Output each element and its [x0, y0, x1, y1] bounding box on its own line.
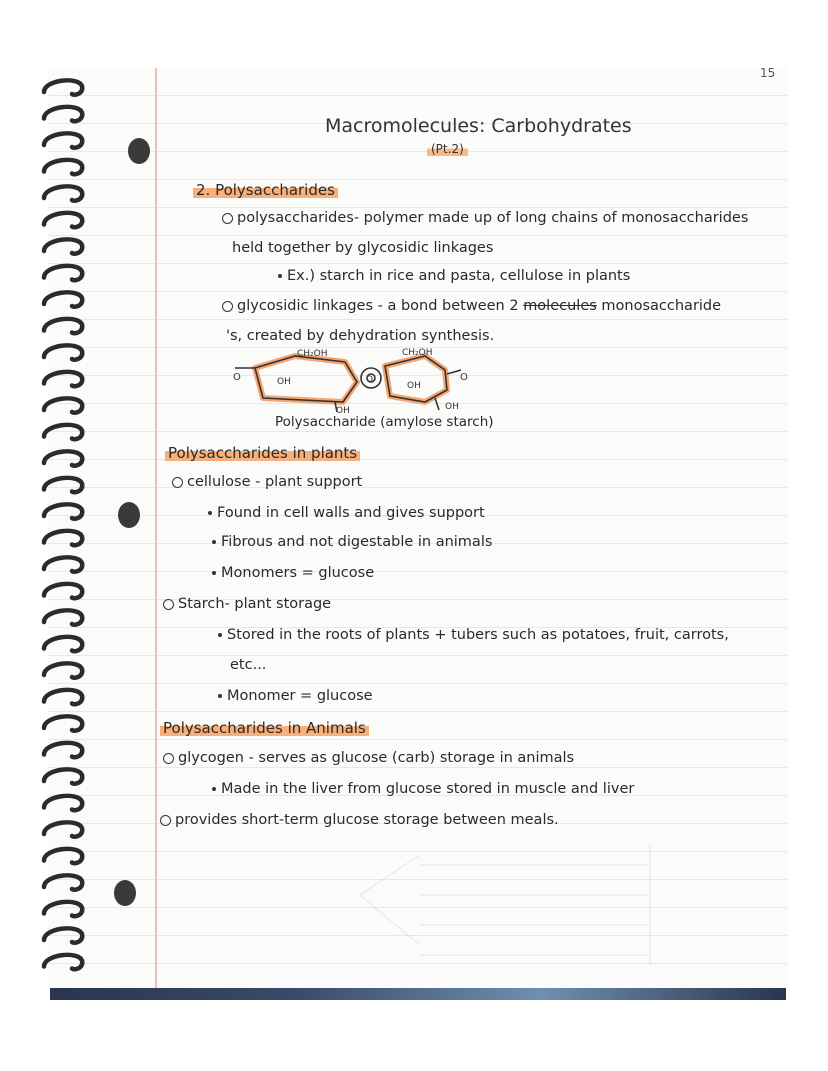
note-line: Monomers = glucose — [212, 565, 374, 581]
note-line: etc... — [230, 657, 267, 673]
bullet-icon — [222, 301, 233, 312]
spiral-coil — [44, 955, 82, 969]
diagram-caption: Polysaccharide (amylose starch) — [275, 414, 494, 430]
diagram-label: CH₂OH — [402, 348, 433, 358]
bullet-icon — [222, 213, 233, 224]
section-heading-polysaccharides: 2. Polysaccharides — [193, 181, 338, 199]
diagram-label: O — [366, 375, 374, 385]
section-heading-plants: Polysaccharides in plants — [165, 444, 360, 462]
spiral-coil — [44, 345, 82, 359]
spiral-coil — [44, 107, 82, 121]
bullet-icon — [163, 599, 174, 610]
diagram-label: O — [233, 372, 241, 383]
diagram-label: OH — [277, 377, 291, 387]
note-line: 's, created by dehydration synthesis. — [226, 328, 495, 344]
bleed-through-sketch — [320, 835, 720, 975]
spiral-coil — [44, 663, 82, 677]
spiral-coil — [44, 690, 82, 704]
amylose-diagram — [225, 340, 485, 420]
punch-hole — [114, 880, 136, 906]
bullet-dot-icon — [278, 274, 282, 278]
spiral-coil — [44, 504, 82, 518]
note-line: glycosidic linkages - a bond between 2 molecules monosaccharide — [222, 298, 721, 314]
spiral-coil — [44, 213, 82, 227]
spiral-coil — [44, 425, 82, 439]
spiral-coil — [44, 849, 82, 863]
spiral-coil — [44, 928, 82, 942]
page-subtitle: (Pt.2) — [427, 142, 468, 156]
spiral-coil — [44, 637, 82, 651]
bullet-dot-icon — [218, 694, 222, 698]
note-line: Fibrous and not digestable in animals — [212, 534, 492, 550]
page-number: 15 — [760, 66, 776, 80]
spiral-coil — [44, 133, 82, 147]
section-heading-animals: Polysaccharides in Animals — [160, 719, 369, 737]
bullet-dot-icon — [212, 571, 216, 575]
spiral-coil — [44, 398, 82, 412]
note-line: polysaccharides- polymer made up of long chains of monosaccharides — [222, 210, 748, 226]
note-line: Ex.) starch in rice and pasta, cellulose in plants — [278, 268, 630, 284]
margin-line — [155, 68, 157, 990]
spiral-coil — [44, 531, 82, 545]
note-line: provides short-term glucose storage between meals. — [160, 812, 559, 828]
diagram-label: OH — [445, 402, 459, 412]
page-title: Macromolecules: Carbohydrates — [325, 115, 632, 137]
spiral-coil — [44, 769, 82, 783]
spiral-coil — [44, 80, 82, 94]
spiral-coil — [44, 266, 82, 280]
bullet-icon — [163, 753, 174, 764]
spiral-coil — [44, 319, 82, 333]
punch-hole — [128, 138, 150, 164]
spiral-coil — [44, 875, 82, 889]
bullet-icon — [172, 477, 183, 488]
spiral-coil — [44, 743, 82, 757]
note-line: Monomer = glucose — [218, 688, 373, 704]
spiral-coil — [44, 584, 82, 598]
spiral-coil — [44, 239, 82, 253]
diagram-label: OH — [407, 381, 421, 391]
spiral-coil — [44, 716, 82, 730]
spiral-coil — [44, 822, 82, 836]
bullet-icon — [160, 815, 171, 826]
spiral-coil — [44, 372, 82, 386]
spiral-coil — [44, 160, 82, 174]
note-line: Starch- plant storage — [163, 596, 331, 612]
note-line: Made in the liver from glucose stored in muscle and liver — [212, 781, 634, 797]
spiral-coil — [44, 186, 82, 200]
bullet-dot-icon — [208, 511, 212, 515]
note-line: Stored in the roots of plants + tubers such as potatoes, fruit, carrots, — [218, 627, 729, 643]
spiral-coil — [44, 796, 82, 810]
note-line: held together by glycosidic linkages — [232, 240, 494, 256]
bullet-dot-icon — [218, 633, 222, 637]
spiral-coil — [44, 610, 82, 624]
spiral-coil — [44, 557, 82, 571]
diagram-label: OH — [336, 406, 350, 416]
note-line: cellulose - plant support — [172, 474, 362, 490]
spiral-coil — [44, 292, 82, 306]
spiral-coil — [44, 478, 82, 492]
bullet-dot-icon — [212, 540, 216, 544]
spiral-binding — [38, 74, 98, 984]
diagram-label: CH₂OH — [297, 349, 328, 359]
diagram-label: O — [460, 372, 468, 383]
note-line: Found in cell walls and gives support — [208, 505, 485, 521]
punch-hole — [118, 502, 140, 528]
page-bottom-edge — [50, 988, 786, 1000]
spiral-coil — [44, 902, 82, 916]
bullet-dot-icon — [212, 787, 216, 791]
spiral-coil — [44, 451, 82, 465]
note-line: glycogen - serves as glucose (carb) storage in animals — [163, 750, 574, 766]
